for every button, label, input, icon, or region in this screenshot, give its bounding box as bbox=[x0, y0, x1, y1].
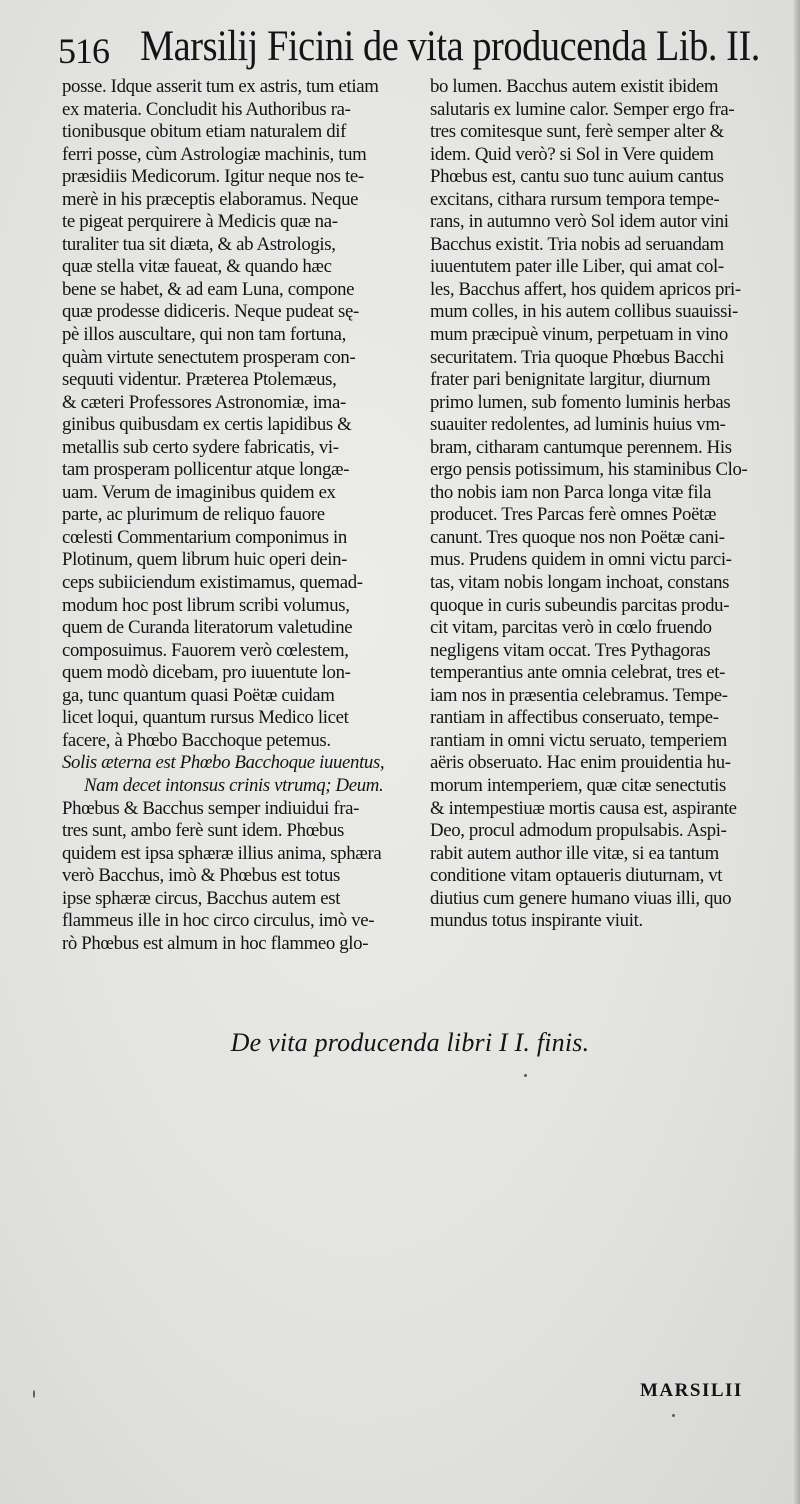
ink-speck bbox=[33, 1390, 35, 1398]
text-line: Nam decet intonsus crinis vtrumq; Deum. bbox=[84, 774, 384, 796]
text-line: diutius cum genere humano viuas illi, quo bbox=[430, 887, 732, 909]
text-line: Phœbus & Bacchus semper indiuidui fra- bbox=[62, 797, 360, 819]
text-line: modum hoc post librum scribi volumus, bbox=[62, 594, 350, 616]
text-line: tam prosperam pollicentur atque longæ- bbox=[62, 459, 350, 481]
text-line: cœlesti Commentarium componimus in bbox=[62, 526, 347, 548]
text-line: posse. Idque asserit tum ex astris, tum etiam bbox=[62, 76, 379, 97]
text-line: tres sunt, ambo ferè sunt idem. Phœbus bbox=[62, 820, 344, 842]
page-edge-shadow bbox=[794, 0, 800, 1504]
text-line: les, Bacchus affert, hos quidem apricos pri- bbox=[430, 278, 741, 300]
text-line: quæ prodesse didiceris. Neque pudeat sę- bbox=[62, 301, 359, 323]
text-line: primo lumen, sub fomento luminis herbas bbox=[430, 391, 731, 413]
text-line: facere, à Phœbo Bacchoque petemus. bbox=[62, 729, 331, 751]
text-line: iuuentutem pater ille Liber, qui amat col- bbox=[430, 256, 724, 278]
text-line: rantiam in omni victu seruato, temperiem bbox=[430, 729, 727, 751]
text-line: producet. Tres Parcas ferè omnes Poëtæ bbox=[430, 504, 717, 526]
text-line: quoque in curis subeundis parcitas produ- bbox=[430, 594, 730, 616]
text-line: merè in his præceptis elaboramus. Neque bbox=[62, 188, 359, 210]
colophon: De vita producenda libri I I. finis. bbox=[230, 1028, 590, 1057]
text-line: frater pari benignitate largitur, diurnum bbox=[430, 369, 711, 391]
text-line: ga, tunc quantum quasi Poëtæ cuidam bbox=[62, 684, 335, 706]
text-line: ergo pensis potissimum, his staminibus Clo- bbox=[430, 459, 748, 481]
left-text-column bbox=[62, 76, 412, 955]
text-line: licet loqui, quantum rursus Medico licet bbox=[62, 707, 349, 729]
text-line: tho nobis iam non Parca longa vitæ fila bbox=[430, 481, 712, 503]
ink-speck bbox=[672, 1414, 675, 1417]
text-line: tionibusque obitum etiam naturalem dif bbox=[62, 121, 347, 143]
text-line: quidem est ipsa sphæræ illius anima, sphæra bbox=[62, 842, 382, 864]
text-line: suauiter redolentes, ad luminis huius vm- bbox=[430, 414, 726, 436]
text-line: metallis sub certo sydere fabricatis, vi- bbox=[62, 436, 339, 458]
text-line: pè illos auscultare, qui non tam fortuna, bbox=[62, 324, 346, 346]
text-line: quàm virtute senectutem prosperam con- bbox=[62, 346, 356, 368]
running-head: Marsilij Ficini de vita producenda Lib. II. bbox=[140, 23, 760, 70]
text-line: Phœbus est, cantu suo tunc auium cantus bbox=[430, 166, 724, 188]
text-line: canunt. Tres quoque nos non Poëtæ cani- bbox=[430, 526, 725, 548]
text-line: rantiam in affectibus conseruato, tempe- bbox=[430, 707, 719, 729]
text-line: tas, vitam nobis longam inchoat, constans bbox=[430, 572, 730, 594]
text-line: uam. Verum de imaginibus quidem ex bbox=[62, 481, 336, 503]
text-line: securitatem. Tria quoque Phœbus Bacchi bbox=[430, 346, 724, 368]
text-line: rans, in autumno verò Sol idem autor vini bbox=[430, 211, 729, 233]
text-line: & intempestiuæ mortis causa est, aspirante bbox=[430, 797, 737, 819]
text-line: negligens vitam occat. Tres Pythagoras bbox=[430, 639, 711, 661]
text-line: præsidiis Medicorum. Igitur neque nos te- bbox=[62, 166, 364, 188]
text-line: cit vitam, parcitas verò in cœlo fruendo bbox=[430, 617, 712, 639]
text-line: ipse sphæræ circus, Bacchus autem est bbox=[62, 887, 341, 909]
text-line: Deo, procul admodum propulsabis. Aspi- bbox=[430, 820, 727, 842]
text-line: temperantius ante omnia celebrat, tres et- bbox=[430, 662, 726, 684]
text-line: iam nos in præsentia celebramus. Tempe- bbox=[430, 684, 728, 706]
text-line: & cæteri Professores Astronomiæ, ima- bbox=[62, 391, 346, 413]
page-header bbox=[58, 22, 758, 72]
text-line: bene se habet, & ad eam Luna, compone bbox=[62, 278, 355, 300]
text-line: salutaris ex lumine calor. Semper ergo fra- bbox=[430, 98, 735, 120]
text-line: composuimus. Fauorem verò cœlestem, bbox=[62, 639, 349, 661]
text-line: Bacchus existit. Tria nobis ad seruandam bbox=[430, 233, 724, 255]
text-line: flammeus ille in hoc circo circulus, imò ve- bbox=[62, 910, 375, 932]
text-line: aëris obseruato. Hac enim prouidentia hu- bbox=[430, 752, 731, 774]
text-line: Plotinum, quem librum huic operi dein- bbox=[62, 549, 348, 571]
text-line: bo lumen. Bacchus autem existit ibidem bbox=[430, 76, 719, 97]
text-line: Solis æterna est Phœbo Bacchoque iuuentus, bbox=[62, 752, 385, 774]
text-line: parte, ac plurimum de reliquo fauore bbox=[62, 504, 325, 526]
text-line: ceps subiiciendum existimamus, quemad- bbox=[62, 572, 363, 594]
text-line: bram, citharam cantumque perennem. His bbox=[430, 436, 732, 458]
text-line: quem de Curanda literatorum valetudine bbox=[62, 617, 353, 639]
text-line: mum colles, in his autem collibus suauissi- bbox=[430, 301, 738, 323]
text-line: quæ stella vitæ faueat, & quando hæc bbox=[62, 256, 332, 278]
text-line: excitans, cithara rursum tempora tempe- bbox=[430, 188, 720, 210]
text-line: verò Bacchus, imò & Phœbus est totus bbox=[62, 865, 340, 887]
text-line: te pigeat perquirere à Medicis quæ na- bbox=[62, 211, 338, 233]
text-line: mundus totus inspirante viuit. bbox=[430, 910, 643, 932]
text-line: turaliter tua sit diæta, & ab Astrologis, bbox=[62, 233, 336, 255]
text-line: ginibus quibusdam ex certis lapidibus & bbox=[62, 414, 352, 436]
text-line: idem. Quid verò? si Sol in Vere quidem bbox=[430, 143, 714, 165]
catchword: MARSILII bbox=[640, 1380, 743, 1401]
text-line: ferri posse, cùm Astrologiæ machinis, tum bbox=[62, 143, 367, 165]
text-line: sequuti videntur. Præterea Ptolemæus, bbox=[62, 369, 337, 391]
text-line: mum præcipuè vinum, perpetuam in vino bbox=[430, 324, 728, 346]
text-line: conditione vitam optaueris diuturnam, vt bbox=[430, 865, 723, 887]
text-line: mus. Prudens quidem in omni victu parci- bbox=[430, 549, 732, 571]
text-line: ex materia. Concludit his Authoribus ra- bbox=[62, 98, 351, 120]
text-line: rabit autem author ille vitæ, si ea tantum bbox=[430, 842, 719, 864]
text-line: morum intemperiem, quæ citæ senectutis bbox=[430, 774, 727, 796]
text-line: rò Phœbus est almum in hoc flammeo glo- bbox=[62, 932, 369, 954]
right-text-column bbox=[430, 76, 780, 933]
ink-speck bbox=[524, 1074, 527, 1077]
text-line: quem modò dicebam, pro iuuentute lon- bbox=[62, 662, 351, 684]
text-line: tres comitesque sunt, ferè semper alter & bbox=[430, 121, 724, 143]
page-number: 516 bbox=[58, 31, 109, 71]
